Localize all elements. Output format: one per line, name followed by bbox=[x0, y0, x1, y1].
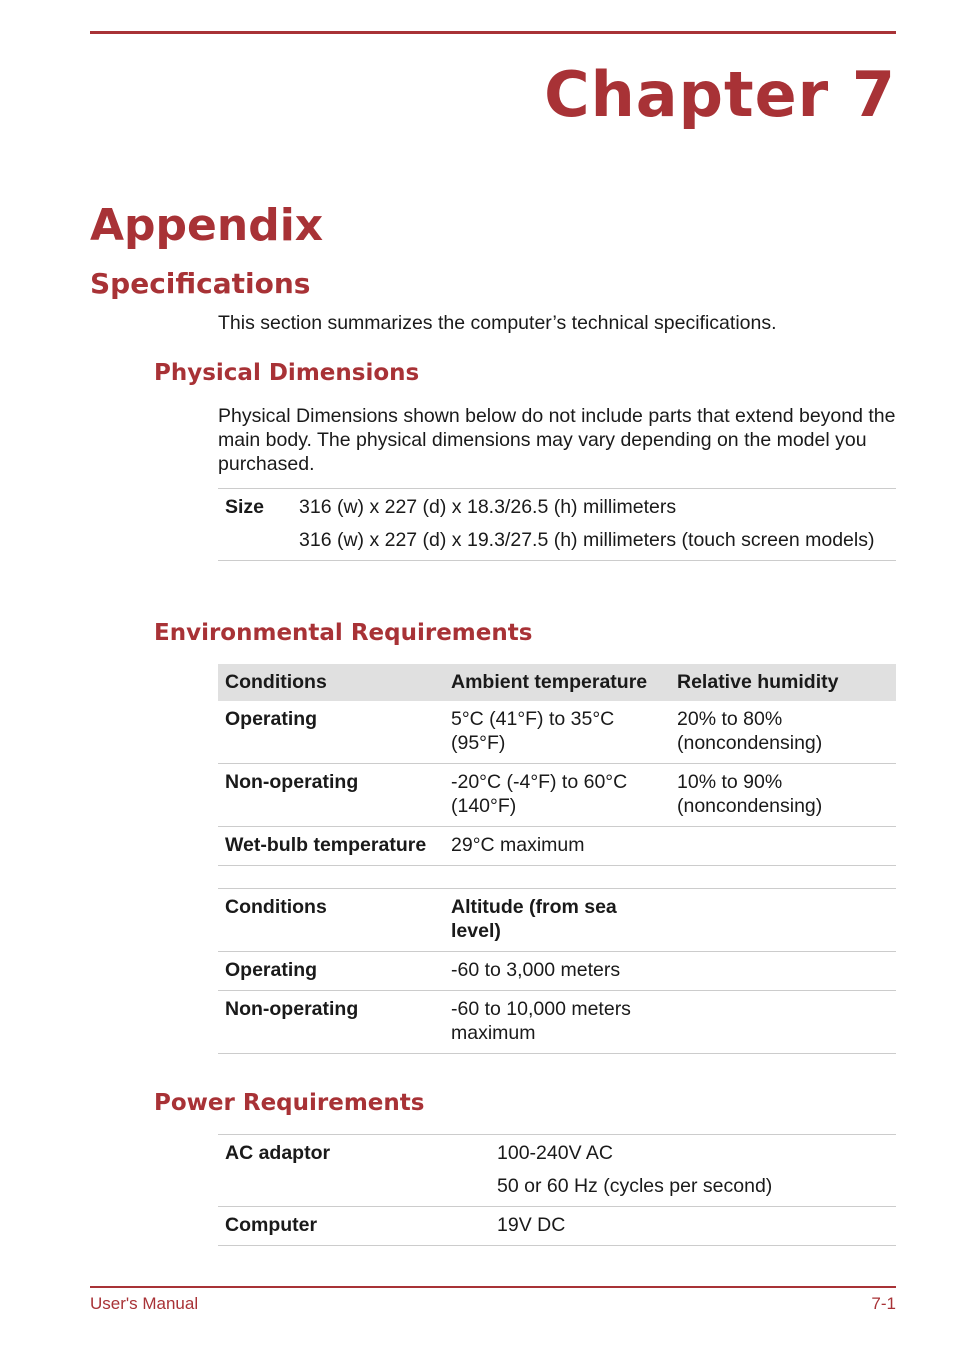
table-header-row bbox=[218, 664, 896, 701]
table-cell: 29°C maximum bbox=[444, 827, 670, 866]
table-cell: -60 to 10,000 meters maximum bbox=[444, 991, 670, 1054]
table-row bbox=[218, 1135, 896, 1207]
section-heading-specifications: Specifications bbox=[90, 267, 311, 300]
table-cell: 5°C (41°F) to 35°C (95°F) bbox=[444, 701, 670, 764]
power-value: 50 or 60 Hz (cycles per second) bbox=[497, 1175, 773, 1197]
table-cell: 10% to 90% (noncondensing) bbox=[670, 764, 896, 827]
heading-power-requirements: Power Requirements bbox=[154, 1090, 425, 1116]
size-values bbox=[292, 489, 896, 561]
table-cell bbox=[490, 1207, 896, 1246]
physical-dimensions-table bbox=[218, 488, 896, 561]
power-value: 100-240V AC bbox=[497, 1142, 614, 1164]
physical-intro: Physical Dimensions shown below do not include parts that extend beyond the main body. The physical dimensions may vary depending on the model you purchased. bbox=[218, 405, 896, 475]
heading-environmental-requirements: Environmental Requirements bbox=[154, 620, 533, 646]
table-row bbox=[218, 952, 896, 991]
table-row bbox=[218, 764, 896, 827]
table-cell: -60 to 3,000 meters bbox=[444, 952, 670, 991]
column-header: Ambient temperature bbox=[444, 664, 670, 701]
column-header: Altitude (from sea level) bbox=[444, 889, 670, 952]
size-label: Size bbox=[218, 489, 292, 561]
table-row bbox=[218, 489, 896, 561]
table-header-row bbox=[218, 889, 896, 952]
table-cell: Non-operating bbox=[218, 764, 444, 827]
column-header: Conditions bbox=[218, 889, 444, 952]
table-cell: -20°C (-4°F) to 60°C (140°F) bbox=[444, 764, 670, 827]
column-header: Relative humidity bbox=[670, 664, 896, 701]
heading-physical-dimensions: Physical Dimensions bbox=[154, 360, 420, 386]
table-cell: Operating bbox=[218, 701, 444, 764]
footer-manual-title: User's Manual bbox=[90, 1294, 199, 1313]
table-cell: AC adaptor bbox=[218, 1135, 490, 1207]
column-header bbox=[670, 889, 896, 952]
table-row bbox=[218, 991, 896, 1054]
power-table bbox=[218, 1134, 896, 1246]
table-cell: Wet-bulb temperature bbox=[218, 827, 444, 866]
power-value: 19V DC bbox=[497, 1214, 566, 1236]
altitude-table bbox=[218, 888, 896, 1054]
top-rule bbox=[90, 31, 896, 34]
page-title: Appendix bbox=[90, 200, 324, 251]
chapter-title: Chapter 7 bbox=[544, 58, 896, 131]
footer-page-number: 7-1 bbox=[871, 1294, 896, 1313]
table-cell bbox=[670, 827, 896, 866]
temperature-table bbox=[218, 664, 896, 866]
table-row bbox=[218, 701, 896, 764]
table-cell bbox=[670, 991, 896, 1054]
table-row bbox=[218, 1207, 896, 1246]
size-value: 316 (w) x 227 (d) x 18.3/26.5 (h) millimeters bbox=[299, 496, 677, 518]
column-header: Conditions bbox=[218, 664, 444, 701]
table-cell: Computer bbox=[218, 1207, 490, 1246]
specifications-intro: This section summarizes the computer’s technical specifications. bbox=[218, 312, 777, 334]
table-cell: Operating bbox=[218, 952, 444, 991]
table-cell bbox=[670, 952, 896, 991]
table-cell: 20% to 80% (noncondensing) bbox=[670, 701, 896, 764]
size-value: 316 (w) x 227 (d) x 19.3/27.5 (h) millimeters (touch screen models) bbox=[299, 529, 875, 551]
table-row bbox=[218, 827, 896, 866]
bottom-rule bbox=[90, 1286, 896, 1288]
table-cell bbox=[490, 1135, 896, 1207]
table-cell: Non-operating bbox=[218, 991, 444, 1054]
